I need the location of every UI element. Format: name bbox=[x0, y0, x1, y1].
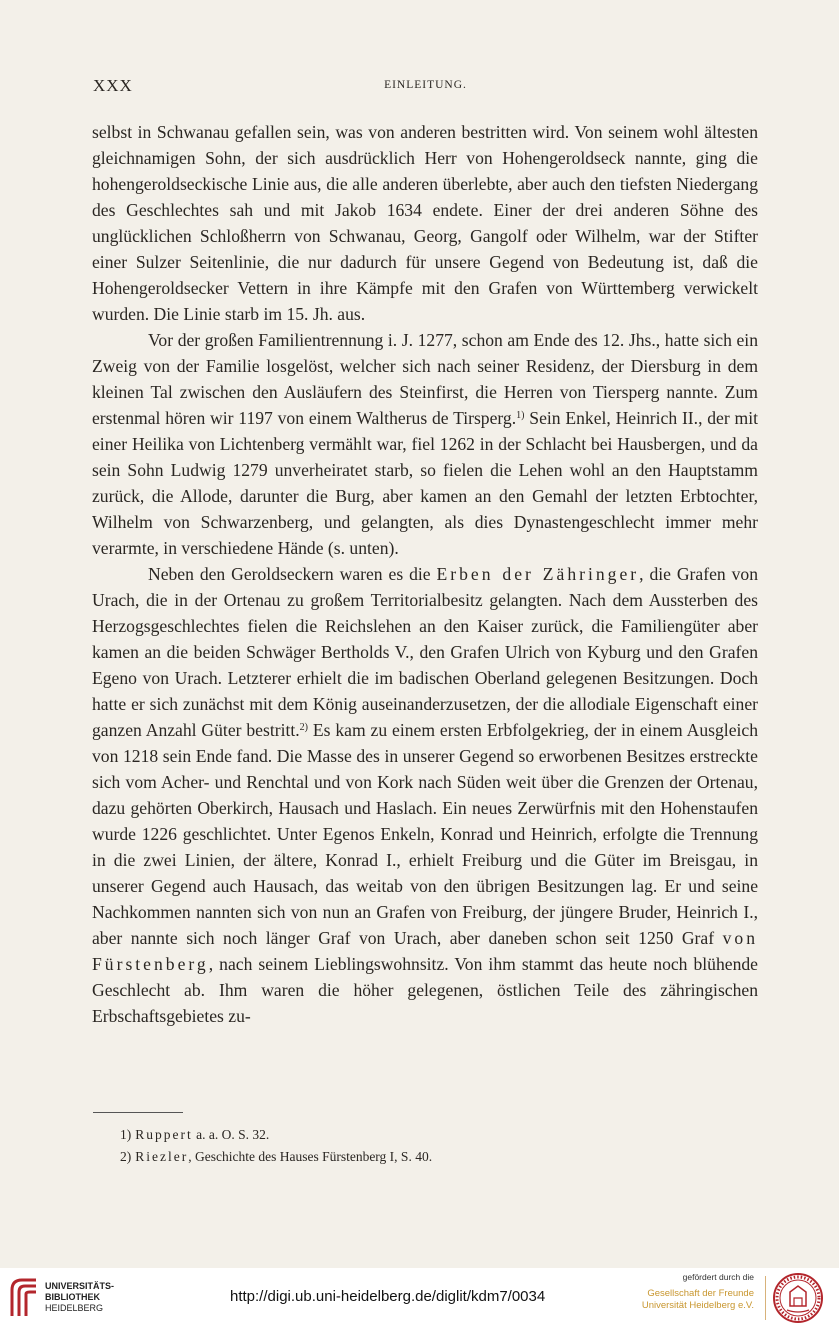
paragraph-2 bbox=[92, 327, 758, 561]
footnote-ref-1[interactable]: 1) bbox=[516, 410, 525, 421]
library-line-2: BIBLIOTHEK bbox=[45, 1292, 100, 1302]
footnote-1-mark: 1) bbox=[120, 1127, 132, 1142]
spaced-name-fuerstenberg: von Fürstenberg bbox=[92, 928, 758, 974]
paragraph-2-text-a: Vor der großen Familientrennung i. J. 1277, schon am Ende des 12. Jhs., hatte sich ein Zweig von der Familie losgelöst, welcher sich nach seiner Residenz, der Diersburg in dem kleinen Tal zwischen den Ausläufern des Steinfirst, die Herren von Tiersperg nannte. Zum erstenmal hören wir 1197 von einem Waltherus de Tirsperg. bbox=[92, 330, 758, 428]
library-line-1: UNIVERSITÄTS- bbox=[45, 1281, 115, 1291]
society-line-1[interactable]: Gesellschaft der Freunde bbox=[647, 1288, 754, 1299]
page-number: XXX bbox=[93, 76, 133, 95]
body-text bbox=[92, 119, 758, 1029]
footnotes bbox=[120, 1124, 734, 1168]
footnote-2 bbox=[120, 1146, 734, 1168]
footnote-1 bbox=[120, 1124, 734, 1146]
paragraph-3-text-a: Neben den Geroldseckern waren es die bbox=[148, 564, 437, 584]
footnote-2-mark: 2) bbox=[120, 1149, 132, 1164]
chapter-title: EINLEITUNG. bbox=[384, 79, 467, 91]
paragraph-3-text-c: Es kam zu einem ersten Erbfolgekrieg, der in einem Ausgleich von 1218 sein Ende fand. Die Masse des in unserer Gegend so erworbenen Besitzes erstreckte sich vom Acher- und Renchtal und von Kork nach Süden weit über die Grenzen der Ortenau, dazu gehörten Oberkirch, Hausach und Haslach. Ein neues Zerwürfnis mit den Hohenstaufen wurde 1226 geschlichtet. Unter Egenos Enkeln, Konrad und Heinrich, erfolgte die Trennung in die zwei Linien, der ältere, Konrad I., erhielt Freiburg und die Güter im Breisgau, in unserer Gegend auch Hausach, das weitab von den übrigen Besitzungen lag. Er und seine Nachkommen nannten sich von nun an Grafen von Freiburg, der jüngere Bruder, Heinrich I., aber nannte sich noch länger Graf von Urach, aber daneben schon seit 1250 Graf bbox=[92, 720, 759, 948]
university-seal-icon[interactable] bbox=[772, 1272, 824, 1324]
spaced-name-zaehringer: Erben der Zähringer bbox=[436, 564, 640, 584]
footnote-2-author: Riezler bbox=[135, 1149, 189, 1164]
footnote-1-text: a. a. O. S. 32. bbox=[192, 1127, 270, 1142]
paragraph-2-text-b: Sein Enkel, Heinrich II., der mit einer Heilika von Lichtenberg vermählt war, fiel 1262 in der Schlacht bei Hausbergen, und da sein Sohn Ludwig 1279 unverheiratet starb, so fielen die Lehen wohl an den Hauptstamm zurück, die Allode, darunter die Burg, aber kamen an den Gemahl der letzten Erbtochter, Wilhelm von Schwarzenberg, und gelangten, als dies Dynastengeschlecht immer mehr verarmte, in verschiedene Hände (s. unten). bbox=[92, 408, 758, 558]
permalink-url[interactable]: http://digi.ub.uni-heidelberg.de/diglit/kdm7/0034 bbox=[230, 1288, 546, 1305]
footnote-1-author: Ruppert bbox=[135, 1127, 193, 1142]
sponsor-divider bbox=[765, 1276, 766, 1320]
paragraph-1: selbst in Schwanau gefallen sein, was von anderen bestritten wird. Von seinem wohl ältesten gleichnamigen Sohn, der sich ausdrücklich Herr von Hohengeroldseck nannte, ging die hohengeroldseckische Linie aus, die alle anderen überlebte, aber auch den tiefsten Niedergang des Geschlechtes sah und mit Jakob 1634 endete. Einer der drei anderen Söhne des unglücklichen Schloßherrn von Schwanau, Georg, Gangolf oder Wilhelm, war der Stifter einer Sulzer Seitenlinie, die nur dadurch für unsere Gegend von Bedeutung ist, daß die Hohengeroldsecker Vettern in ihre Kämpfe mit den Grafen von Württemberg verwickelt wurden. Die Linie starb im 15. Jh. aus. bbox=[92, 122, 758, 324]
paragraph-3-text-d: , nach seinem Lieblingswohnsitz. Von ihm stammt das heute noch blühende Geschlecht ab. Ihm waren die höher gelegenen, östlichen Teile des zähringischen Erbschaftsgebietes zu- bbox=[92, 954, 758, 1026]
library-name[interactable] bbox=[45, 1281, 114, 1314]
sponsor-block bbox=[600, 1272, 760, 1312]
library-line-3: HEIDELBERG bbox=[45, 1303, 104, 1313]
footnote-2-text: , Geschichte des Hauses Fürstenberg I, S. 40. bbox=[188, 1149, 433, 1164]
paragraph-3 bbox=[92, 561, 758, 1029]
running-head bbox=[93, 76, 758, 98]
digitization-footer bbox=[0, 1268, 839, 1327]
sponsor-label: gefördert durch die bbox=[682, 1272, 754, 1282]
paragraph-3-text-b: , die Grafen von Urach, die in der Ortenau zu großem Territorialbesitz gelangten. Nach dem Aussterben des Herzogsgeschlechtes fielen die Reichslehen an den Kaiser zurück, die Familiengüter aber kamen an die beiden Schwäger Bertholds V., den Grafen Ulrich von Kyburg und den Grafen Egeno von Urach. Letzterer erhielt die im badischen Oberland gelegenen Besitzungen. Doch hatte er sich zunächst mit dem König auseinanderzusetzen, der die allodiale Eigenschaft einer ganzen Anzahl Güter bestritt. bbox=[92, 564, 758, 740]
footnote-rule bbox=[93, 1112, 183, 1113]
library-logo-icon[interactable] bbox=[8, 1276, 40, 1318]
society-line-2[interactable]: Universität Heidelberg e.V. bbox=[641, 1300, 754, 1311]
footnote-ref-2[interactable]: 2) bbox=[299, 722, 308, 733]
